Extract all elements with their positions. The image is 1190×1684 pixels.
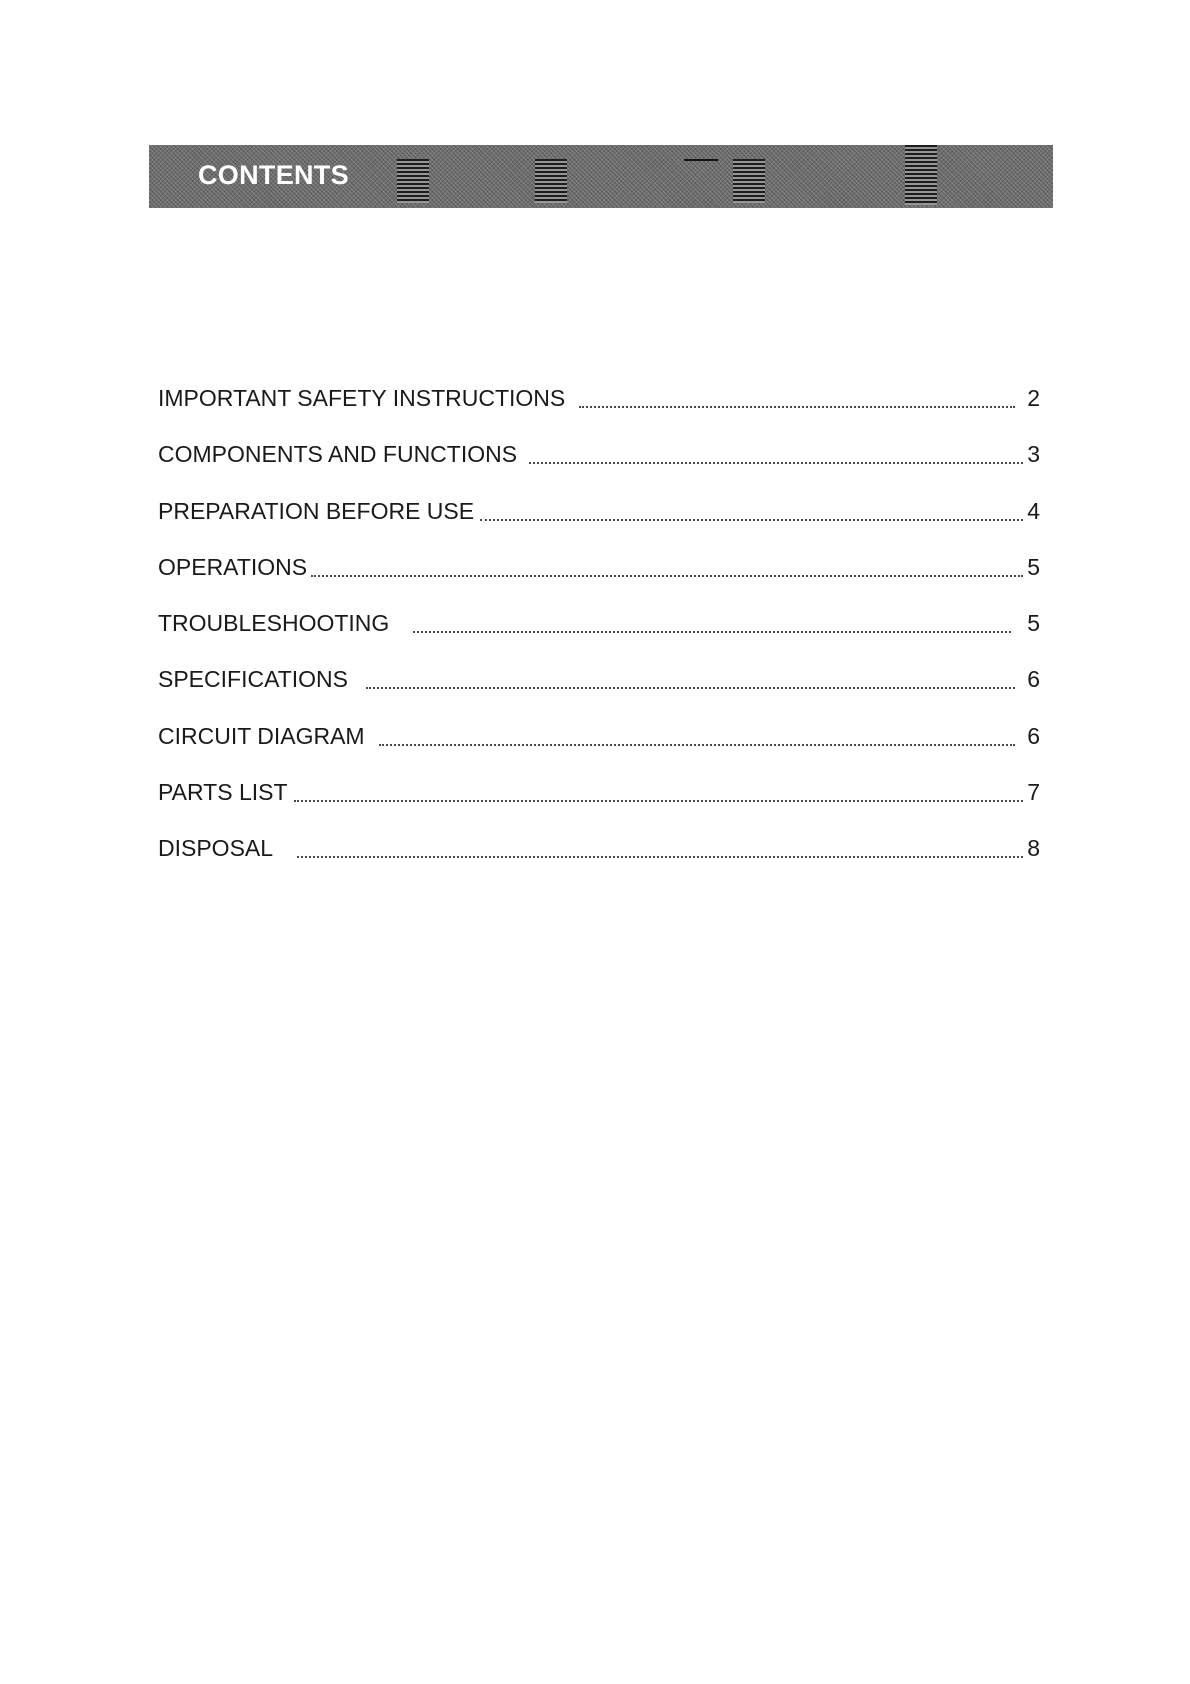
toc-entry-page: 6 xyxy=(1027,722,1040,749)
header-decoration xyxy=(397,159,429,203)
toc-entry[interactable] xyxy=(158,553,1040,609)
contents-header-bar xyxy=(149,145,1053,208)
toc-entry-page: 6 xyxy=(1027,666,1040,693)
toc-entry-title: SPECIFICATIONS xyxy=(158,666,348,693)
toc-leader-dots xyxy=(297,834,1023,858)
toc-entry-title: CIRCUIT DIAGRAM xyxy=(158,722,365,749)
toc-entry-page: 5 xyxy=(1027,553,1040,580)
header-decoration xyxy=(684,159,718,161)
toc-entry-title: PARTS LIST xyxy=(158,779,288,806)
toc-entry[interactable] xyxy=(158,497,1040,553)
toc-entry[interactable] xyxy=(158,384,1040,440)
toc-leader-dots xyxy=(529,440,1023,464)
header-decoration xyxy=(733,159,765,203)
page-title: CONTENTS xyxy=(198,160,349,190)
toc-entry[interactable] xyxy=(158,722,1040,778)
toc-entry-title: IMPORTANT SAFETY INSTRUCTIONS xyxy=(158,385,566,411)
toc-entry-title: OPERATIONS xyxy=(158,553,308,580)
toc-leader-dots xyxy=(366,665,1015,689)
toc-entry-page: 5 xyxy=(1027,610,1040,637)
header-decoration xyxy=(905,145,937,205)
toc-leader-dots xyxy=(413,609,1011,633)
toc-entry[interactable] xyxy=(158,609,1040,665)
table-of-contents xyxy=(158,384,1040,891)
toc-leader-dots xyxy=(579,384,1015,408)
toc-entry[interactable] xyxy=(158,665,1040,721)
toc-entry[interactable] xyxy=(158,778,1040,834)
toc-entry-page: 4 xyxy=(1027,497,1040,524)
toc-leader-dots xyxy=(294,778,1024,802)
toc-entry-title: PREPARATION BEFORE USE xyxy=(158,497,475,524)
toc-entry-page: 2 xyxy=(1027,385,1040,411)
toc-leader-dots xyxy=(480,497,1023,521)
toc-entry-page: 8 xyxy=(1027,835,1040,862)
toc-entry[interactable] xyxy=(158,834,1040,890)
header-decoration xyxy=(535,159,567,203)
toc-entry-title: COMPONENTS AND FUNCTIONS xyxy=(158,441,518,468)
toc-leader-dots xyxy=(379,722,1016,746)
toc-entry-page: 7 xyxy=(1027,779,1040,806)
toc-entry-title: DISPOSAL xyxy=(158,835,274,862)
toc-entry-page: 3 xyxy=(1027,441,1040,468)
toc-leader-dots xyxy=(311,553,1023,577)
toc-entry-title: TROUBLESHOOTING xyxy=(158,610,390,637)
toc-entry[interactable] xyxy=(158,440,1040,496)
